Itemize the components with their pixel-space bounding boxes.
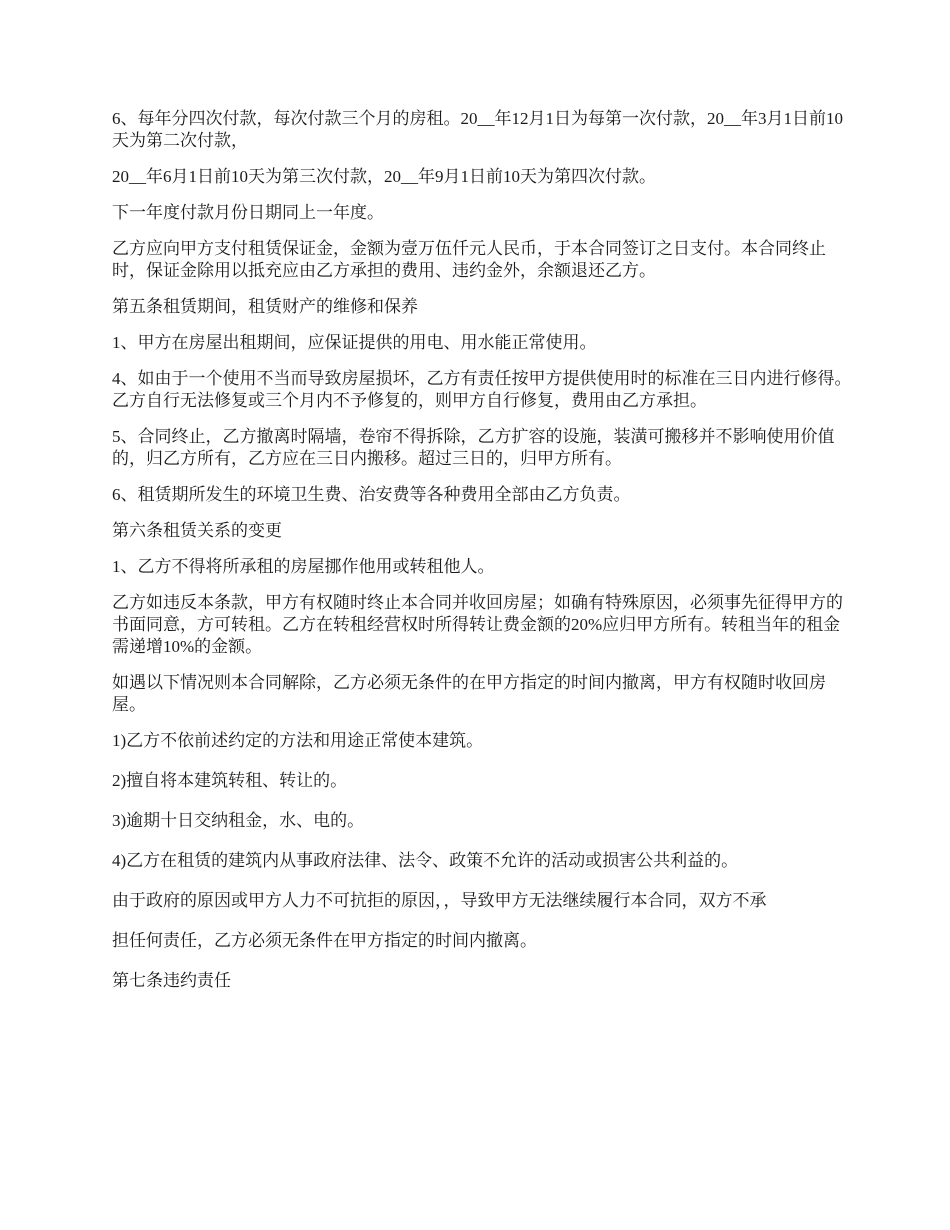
paragraph-force-majeure-2: 担任何责任，乙方必须无条件在甲方指定的时间内撤离。	[112, 931, 537, 950]
paragraph-utilities: 1、甲方在房屋出租期间，应保证提供的用电、用水能正常使用。	[112, 333, 597, 352]
paragraph-contract-termination-fixtures: 5、合同终止，乙方撤离时隔墙，卷帘不得拆除，乙方扩容的设施，装潢可搬移并不影响使用价值的，归乙方所有，乙方应在三日内搬移。超过三日的，归甲方所有。	[112, 427, 835, 468]
paragraph-sublet-violation: 乙方如违反本条款，甲方有权随时终止本合同并收回房屋；如确有特殊原因，必须事先征得甲方的书面同意，方可转租。乙方在转租经营权时所得转让费金额的20%应归甲方所有。转租当年的租金需递增10%的金额。	[112, 593, 843, 656]
section-heading-article-5: 第五条租赁期间，租赁财产的维修和保养	[112, 297, 418, 316]
list-item-condition-1: 1)乙方不依前述约定的方法和用途正常使本建筑。	[112, 731, 484, 750]
paragraph-fees: 6、租赁期所发生的环境卫生费、治安费等各种费用全部由乙方负责。	[112, 485, 631, 504]
paragraph-damage-repair: 4、如由于一个使用不当而导致房屋损坏，乙方有责任按甲方提供使用时的标准在三日内进行修得。乙方自行无法修复或三个月内不予修复的，则甲方自行修复，费用由乙方承担。	[112, 369, 852, 410]
paragraph-payment-schedule-2: 20__年6月1日前10天为第三次付款，20__年9月1日前10天为第四次付款。	[112, 167, 656, 186]
list-item-condition-3: 3)逾期十日交纳租金，水、电的。	[112, 811, 365, 830]
paragraph-next-year-payment: 下一年度付款月份日期同上一年度。	[112, 203, 384, 222]
document-body	[112, 108, 852, 1006]
paragraph-force-majeure-1: 由于政府的原因或甲方人力不可抗拒的原因，，导致甲方无法继续履行本合同，双方不承	[112, 891, 767, 910]
paragraph-deposit: 乙方应向甲方支付租赁保证金，金额为壹万伍仟元人民币，于本合同签订之日支付。本合同终止时，保证金除用以抵充应由乙方承担的费用、违约金外，余额退还乙方。	[112, 239, 826, 280]
section-heading-article-6: 第六条租赁关系的变更	[112, 521, 282, 540]
list-item-condition-4: 4)乙方在租赁的建筑内从事政府法律、法令、政策不允许的活动或损害公共利益的。	[112, 851, 739, 870]
list-item-condition-2: 2)擅自将本建筑转租、转让的。	[112, 771, 348, 790]
section-heading-article-7: 第七条违约责任	[112, 971, 231, 990]
paragraph-payment-schedule-1: 6、每年分四次付款，每次付款三个月的房租。20__年12月1日为每第一次付款，20__年3月1日前10天为第二次付款，	[112, 109, 843, 150]
paragraph-no-sublet: 1、乙方不得将所承租的房屋挪作他用或转租他人。	[112, 557, 495, 576]
paragraph-termination-conditions: 如遇以下情况则本合同解除，乙方必须无条件的在甲方指定的时间内撤离，甲方有权随时收回房屋。	[112, 673, 826, 714]
